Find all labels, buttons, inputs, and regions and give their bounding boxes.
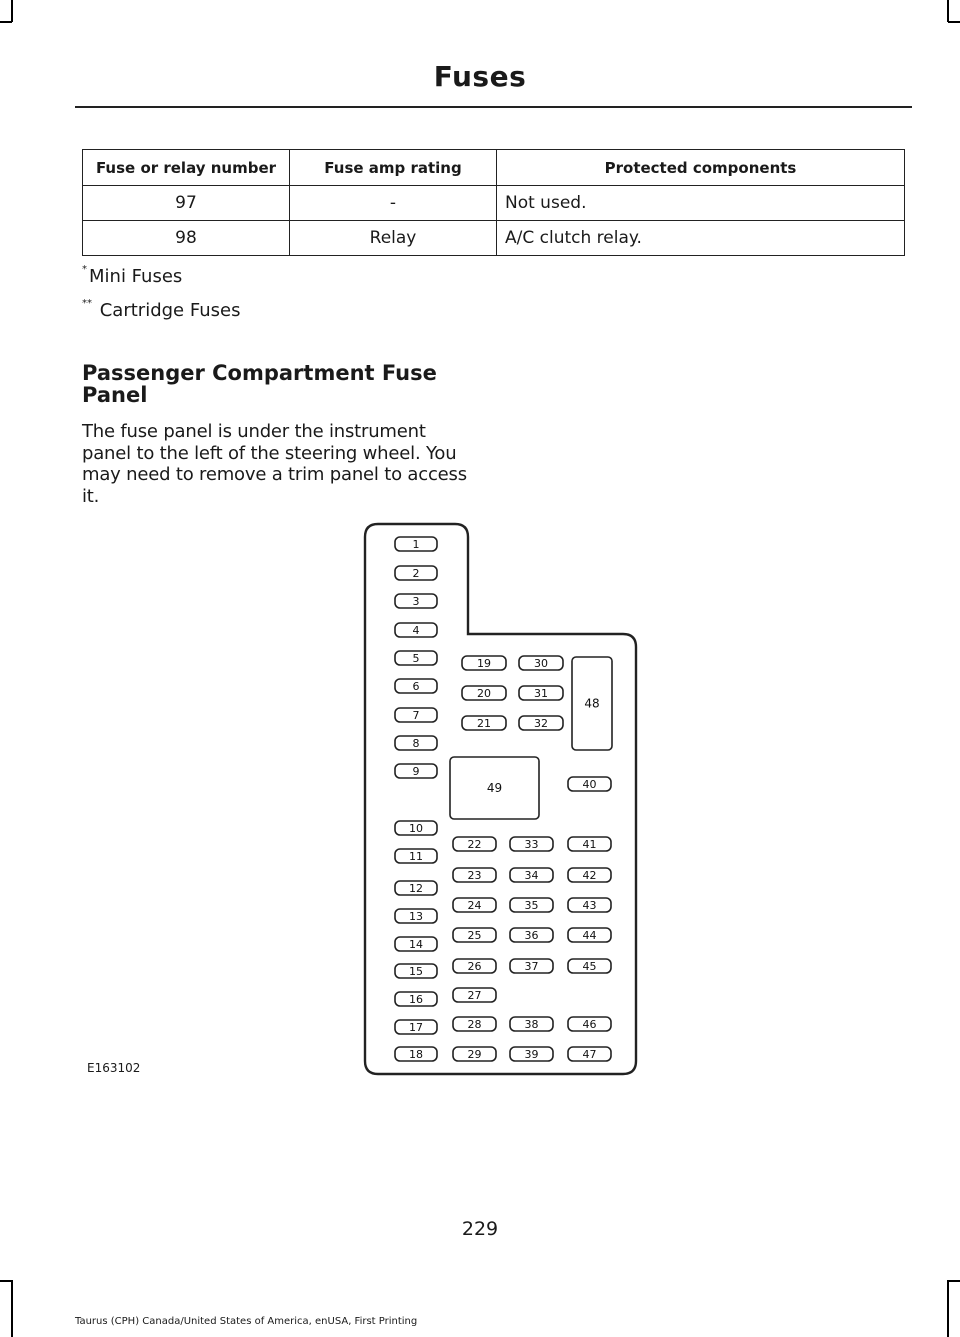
fuse-41-label: 41 <box>582 838 597 851</box>
section-heading: Passenger Compartment Fuse Panel <box>82 361 437 407</box>
fuse-26 <box>453 959 496 973</box>
fuse-9-label: 9 <box>412 765 420 778</box>
page-number: 229 <box>461 1218 499 1240</box>
column-header: Protected components <box>497 150 905 186</box>
table-cell: - <box>290 186 497 221</box>
column-header: Fuse amp rating <box>290 150 497 186</box>
fuse-37-label: 37 <box>524 960 539 973</box>
fuse-22 <box>453 837 496 851</box>
fuse-35 <box>510 898 553 912</box>
fuse-25-label: 25 <box>467 929 482 942</box>
page-title: Fuses <box>433 60 527 93</box>
fuse-47 <box>568 1047 611 1061</box>
fuse-29-label: 29 <box>467 1048 482 1061</box>
fuse-22-label: 22 <box>467 838 482 851</box>
fuse-7-label: 7 <box>412 709 420 722</box>
fuse-17 <box>395 1020 437 1034</box>
fuse-27 <box>453 988 496 1002</box>
fuse-5-label: 5 <box>412 652 420 665</box>
fuse-35-label: 35 <box>524 899 539 912</box>
fuse-46-label: 46 <box>582 1018 597 1031</box>
fuse-46 <box>568 1017 611 1031</box>
fuse-8 <box>395 736 437 750</box>
table-cell: 98 <box>83 221 290 256</box>
fuse-17-label: 17 <box>409 1021 423 1034</box>
footnote-mark: ** <box>82 298 92 309</box>
fuse-8-label: 8 <box>412 737 420 750</box>
fuse-36 <box>510 928 553 942</box>
fuse-15-label: 15 <box>409 965 423 978</box>
fuse-42 <box>568 868 611 882</box>
fuse-11 <box>395 849 437 863</box>
fuse-12 <box>395 881 437 895</box>
fuse-13-label: 13 <box>409 910 423 923</box>
fuse-9 <box>395 764 437 778</box>
fuse-42-label: 42 <box>582 869 597 882</box>
fuse-12-label: 12 <box>409 882 423 895</box>
fuse-6 <box>395 679 437 693</box>
fuse-38 <box>510 1017 553 1031</box>
fuse-33-label: 33 <box>524 838 539 851</box>
fuse-39-label: 39 <box>524 1048 539 1061</box>
fuse-28 <box>453 1017 496 1031</box>
fuse-26-label: 26 <box>467 960 482 973</box>
fuse-34-label: 34 <box>524 869 539 882</box>
fuse-10 <box>395 821 437 835</box>
fuse-21-label: 21 <box>477 717 491 730</box>
fuse-18-label: 18 <box>409 1048 423 1061</box>
fuse-18 <box>395 1047 437 1061</box>
relay-49-label: 49 <box>486 781 503 795</box>
fuse-38-label: 38 <box>524 1018 539 1031</box>
fuse-36-label: 36 <box>524 929 539 942</box>
table-cell: A/C clutch relay. <box>497 221 905 256</box>
fuse-21 <box>462 716 506 730</box>
fuse-20 <box>462 686 506 700</box>
fuse-32-label: 32 <box>534 717 548 730</box>
relay-48-label: 48 <box>584 696 600 711</box>
fuse-44-label: 44 <box>582 929 597 942</box>
relay-49 <box>450 757 539 819</box>
fuse-24 <box>453 898 496 912</box>
table-cell: 97 <box>83 186 290 221</box>
fuse-28-label: 28 <box>467 1018 482 1031</box>
footnote-text: Cartridge Fuses <box>99 300 241 321</box>
fuse-41 <box>568 837 611 851</box>
fuse-14 <box>395 937 437 951</box>
fuse-39 <box>510 1047 553 1061</box>
fuse-31 <box>519 686 563 700</box>
fuse-15 <box>395 964 437 978</box>
fuse-11-label: 11 <box>409 850 423 863</box>
fuse-45-label: 45 <box>582 960 597 973</box>
table-cell: Not used. <box>497 186 905 221</box>
fuse-33 <box>510 837 553 851</box>
fuse-43-label: 43 <box>582 899 597 912</box>
fuse-43 <box>568 898 611 912</box>
fuse-40 <box>568 777 611 791</box>
fuse-24-label: 24 <box>467 899 482 912</box>
footnote-text: Mini Fuses <box>89 266 183 287</box>
fuse-40-label: 40 <box>582 778 597 791</box>
fuse-29 <box>453 1047 496 1061</box>
fuse-37 <box>510 959 553 973</box>
column-header: Fuse or relay number <box>83 150 290 186</box>
fuse-34 <box>510 868 553 882</box>
relay-48 <box>572 657 612 750</box>
fuse-14-label: 14 <box>409 938 423 951</box>
fuse-3 <box>395 594 437 608</box>
fuse-5 <box>395 651 437 665</box>
fuse-2-label: 2 <box>412 567 420 580</box>
body-paragraph: The fuse panel is under the instrument panel to the left of the steering wheel. You may need to remove a trim panel to access it. <box>82 421 467 507</box>
fuse-16 <box>395 992 437 1006</box>
fuse-27-label: 27 <box>467 989 482 1002</box>
fuse-3-label: 3 <box>412 595 420 608</box>
fuse-20-label: 20 <box>477 687 491 700</box>
fuse-30-label: 30 <box>534 657 548 670</box>
fuse-44 <box>568 928 611 942</box>
fuse-2 <box>395 566 437 580</box>
footer-text: Taurus (CPH) Canada/United States of America, enUSA, First Printing <box>75 1316 418 1327</box>
fuse-47-label: 47 <box>582 1048 597 1061</box>
fuse-23 <box>453 868 496 882</box>
fuse-23-label: 23 <box>467 869 482 882</box>
footnote-mark: * <box>82 264 87 275</box>
fuse-45 <box>568 959 611 973</box>
figure-id: E163102 <box>87 1061 141 1075</box>
fuse-13 <box>395 909 437 923</box>
fuse-32 <box>519 716 563 730</box>
fuse-4-label: 4 <box>412 624 420 637</box>
fuse-16-label: 16 <box>409 993 423 1006</box>
fuse-31-label: 31 <box>534 687 548 700</box>
fuse-25 <box>453 928 496 942</box>
fuse-7 <box>395 708 437 722</box>
fuse-19 <box>462 656 506 670</box>
table-cell: Relay <box>290 221 497 256</box>
fuse-19-label: 19 <box>477 657 491 670</box>
fuse-1 <box>395 537 437 551</box>
fuse-4 <box>395 623 437 637</box>
fuse-6-label: 6 <box>412 680 420 693</box>
fuse-1-label: 1 <box>412 538 420 551</box>
fuse-30 <box>519 656 563 670</box>
fuse-10-label: 10 <box>409 822 423 835</box>
